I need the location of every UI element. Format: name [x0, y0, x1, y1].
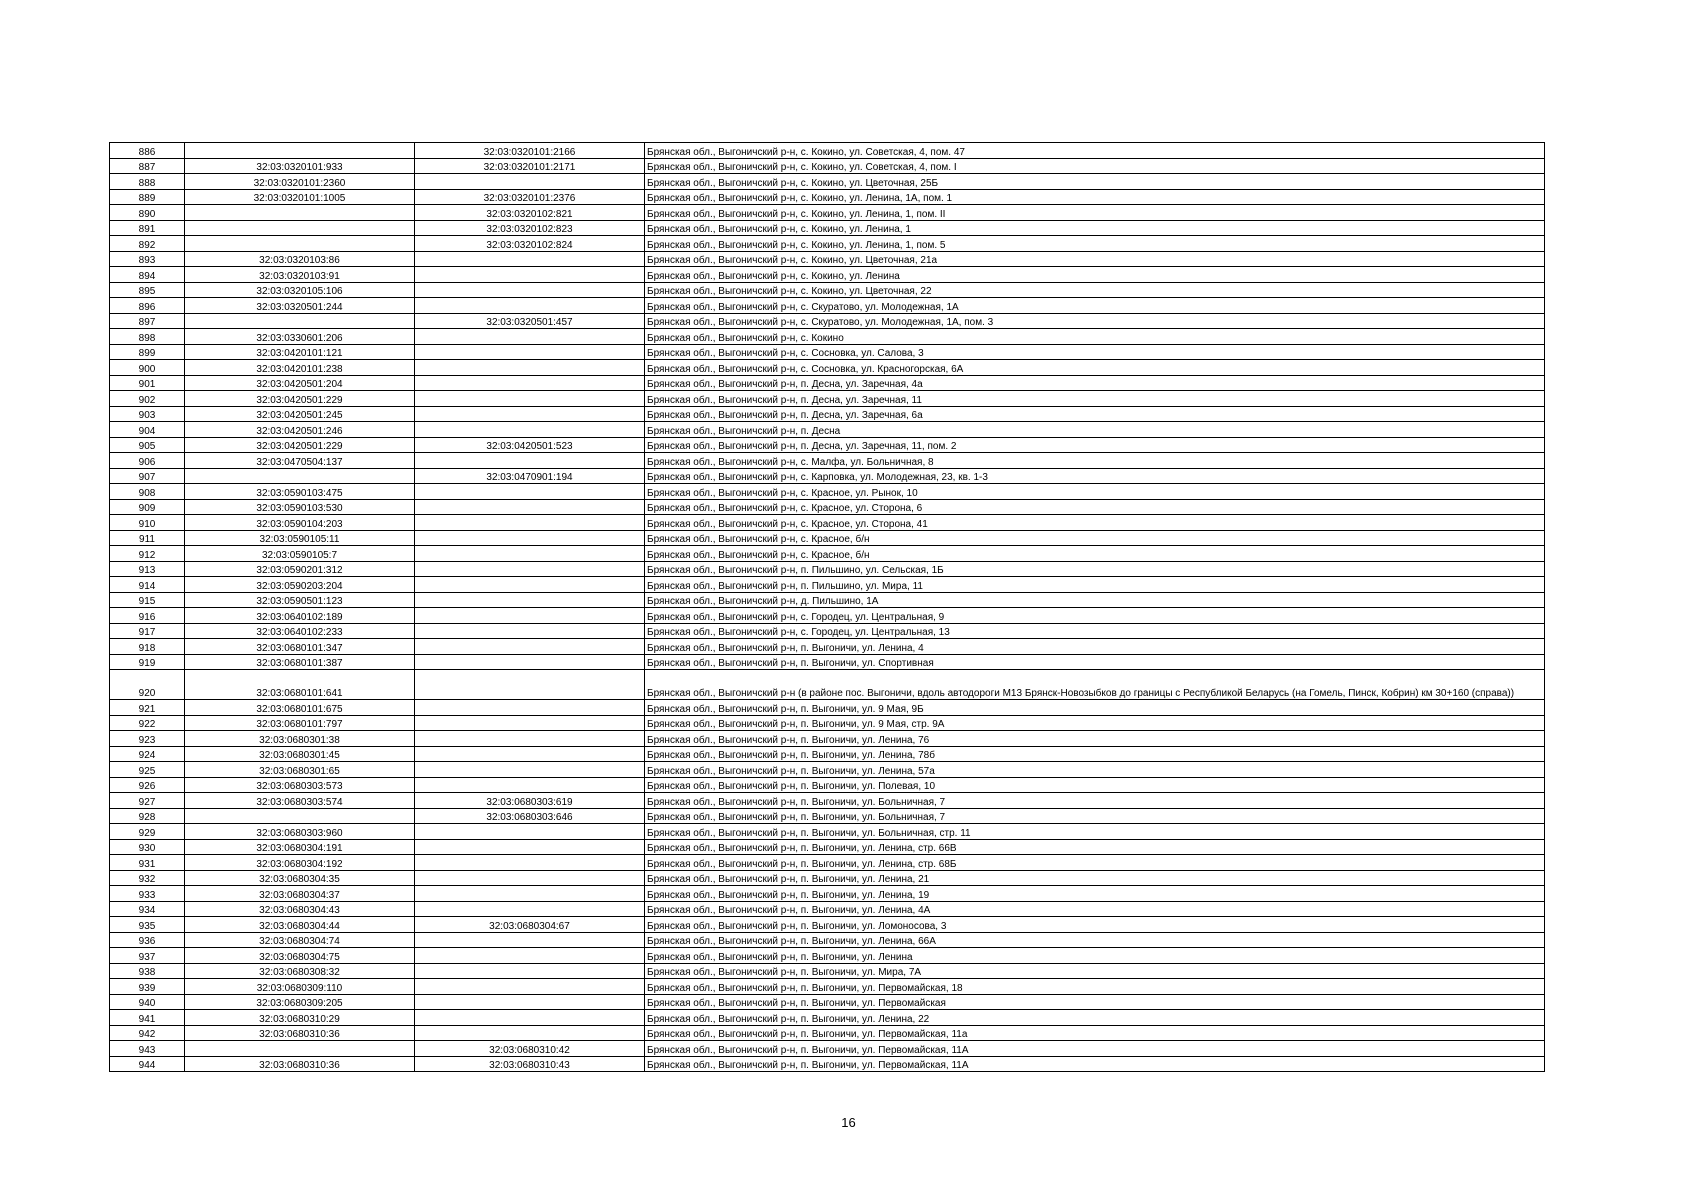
table-row [110, 174, 1545, 190]
address-cell: Брянская обл., Выгоничский р-н, п. Выгоничи, ул. Мира, 7А [645, 963, 1545, 979]
address-cell: Брянская обл., Выгоничский р-н, п. Выгоничи, ул. Ленина, 19 [645, 886, 1545, 902]
object-cadastral-number-cell [415, 979, 645, 995]
object-cadastral-number-cell [415, 777, 645, 793]
object-cadastral-number-cell [415, 715, 645, 731]
table-row [110, 608, 1545, 624]
address-cell: Брянская обл., Выгоничский р-н, п. Пильшино, ул. Сельская, 1Б [645, 561, 1545, 577]
object-cadastral-number-cell [415, 639, 645, 655]
land-cadastral-number-cell: 32:03:0590203:204 [185, 577, 415, 593]
land-cadastral-number-cell: 32:03:0320103:91 [185, 267, 415, 283]
table-row [110, 839, 1545, 855]
address-cell: Брянская обл., Выгоничский р-н, д. Пильшино, 1А [645, 592, 1545, 608]
object-cadastral-number-cell [415, 762, 645, 778]
row-number-cell: 897 [110, 313, 185, 329]
land-cadastral-number-cell: 32:03:0680309:205 [185, 994, 415, 1010]
address-cell: Брянская обл., Выгоничский р-н, с. Сосновка, ул. Красногорская, 6А [645, 360, 1545, 376]
land-cadastral-number-cell: 32:03:0680303:573 [185, 777, 415, 793]
row-number-cell: 905 [110, 437, 185, 453]
address-cell: Брянская обл., Выгоничский р-н, с. Кокино, ул. Ленина [645, 267, 1545, 283]
address-cell: Брянская обл., Выгоничский р-н, п. Выгоничи, ул. Ленина, 78б [645, 746, 1545, 762]
address-cell: Брянская обл., Выгоничский р-н, с. Кокино, ул. Ленина, 1, пом. 5 [645, 236, 1545, 252]
table-row [110, 762, 1545, 778]
object-cadastral-number-cell [415, 499, 645, 515]
object-cadastral-number-cell [415, 251, 645, 267]
row-number-cell: 899 [110, 344, 185, 360]
row-number-cell: 901 [110, 375, 185, 391]
table-row [110, 932, 1545, 948]
table-row [110, 592, 1545, 608]
object-cadastral-number-cell: 32:03:0320101:2171 [415, 158, 645, 174]
row-number-cell: 906 [110, 453, 185, 469]
table-row [110, 298, 1545, 314]
row-number-cell: 912 [110, 546, 185, 562]
row-number-cell: 926 [110, 777, 185, 793]
table-row [110, 220, 1545, 236]
address-cell: Брянская обл., Выгоничский р-н, п. Выгоничи, ул. Ломоносова, 3 [645, 917, 1545, 933]
object-cadastral-number-cell [415, 174, 645, 190]
table-row [110, 251, 1545, 267]
land-cadastral-number-cell: 32:03:0680310:36 [185, 1056, 415, 1072]
row-number-cell: 908 [110, 484, 185, 500]
object-cadastral-number-cell [415, 329, 645, 345]
object-cadastral-number-cell [415, 453, 645, 469]
address-cell: Брянская обл., Выгоничский р-н, с. Скуратово, ул. Молодежная, 1А [645, 298, 1545, 314]
address-cell: Брянская обл., Выгоничский р-н, п. Выгоничи, ул. Ленина, 21 [645, 870, 1545, 886]
address-cell: Брянская обл., Выгоничский р-н, п. Выгоничи, ул. Ленина, 22 [645, 1010, 1545, 1026]
row-number-cell: 896 [110, 298, 185, 314]
row-number-cell: 916 [110, 608, 185, 624]
address-cell: Брянская обл., Выгоничский р-н, п. Выгоничи, ул. Первомайская [645, 994, 1545, 1010]
object-cadastral-number-cell [415, 267, 645, 283]
row-number-cell: 900 [110, 360, 185, 376]
object-cadastral-number-cell [415, 963, 645, 979]
land-cadastral-number-cell: 32:03:0590105:7 [185, 546, 415, 562]
object-cadastral-number-cell: 32:03:0320101:2376 [415, 189, 645, 205]
row-number-cell: 895 [110, 282, 185, 298]
address-cell: Брянская обл., Выгоничский р-н, с. Сосновка, ул. Салова, 3 [645, 344, 1545, 360]
address-cell: Брянская обл., Выгоничский р-н, п. Выгоничи, ул. Ленина, 76 [645, 731, 1545, 747]
address-cell: Брянская обл., Выгоничский р-н, п. Выгоничи, ул. Полевая, 10 [645, 777, 1545, 793]
row-number-cell: 921 [110, 700, 185, 716]
row-number-cell: 932 [110, 870, 185, 886]
land-cadastral-number-cell: 32:03:0680301:65 [185, 762, 415, 778]
page-number: 16 [841, 1115, 856, 1130]
object-cadastral-number-cell [415, 839, 645, 855]
address-cell: Брянская обл., Выгоничский р-н, п. Выгоничи, ул. Ленина, стр. 66В [645, 839, 1545, 855]
table-row [110, 793, 1545, 809]
object-cadastral-number-cell [415, 608, 645, 624]
table-row [110, 901, 1545, 917]
land-cadastral-number-cell: 32:03:0420501:229 [185, 437, 415, 453]
row-number-cell: 933 [110, 886, 185, 902]
table-row [110, 654, 1545, 670]
object-cadastral-number-cell [415, 994, 645, 1010]
row-number-cell: 888 [110, 174, 185, 190]
address-cell: Брянская обл., Выгоничский р-н, с. Красное, б/н [645, 530, 1545, 546]
object-cadastral-number-cell [415, 546, 645, 562]
address-cell: Брянская обл., Выгоничский р-н, п. Выгоничи, ул. Больничная, 7 [645, 808, 1545, 824]
table-row [110, 329, 1545, 345]
address-cell: Брянская обл., Выгоничский р-н (в районе пос. Выгоничи, вдоль автодороги М13 Брянск-Новозыбков до границы с Республикой Беларусь (на Гомель, Пинск, Кобрин) км 30+160 (справа)) [645, 670, 1545, 700]
address-cell: Брянская обл., Выгоничский р-н, п. Выгоничи, ул. Больничная, стр. 11 [645, 824, 1545, 840]
property-table [109, 142, 1545, 1072]
object-cadastral-number-cell [415, 484, 645, 500]
table-row [110, 422, 1545, 438]
address-cell: Брянская обл., Выгоничский р-н, п. Выгоничи, ул. Больничная, 7 [645, 793, 1545, 809]
row-number-cell: 924 [110, 746, 185, 762]
address-cell: Брянская обл., Выгоничский р-н, п. Выгоничи, ул. Ленина, 4А [645, 901, 1545, 917]
address-cell: Брянская обл., Выгоничский р-н, с. Карповка, ул. Молодежная, 23, кв. 1-3 [645, 468, 1545, 484]
object-cadastral-number-cell [415, 282, 645, 298]
object-cadastral-number-cell [415, 886, 645, 902]
table-row [110, 1010, 1545, 1026]
land-cadastral-number-cell: 32:03:0420101:121 [185, 344, 415, 360]
row-number-cell: 922 [110, 715, 185, 731]
land-cadastral-number-cell: 32:03:0420501:246 [185, 422, 415, 438]
table-body [110, 143, 1545, 1072]
object-cadastral-number-cell [415, 375, 645, 391]
row-number-cell: 894 [110, 267, 185, 283]
land-cadastral-number-cell: 32:03:0590201:312 [185, 561, 415, 577]
land-cadastral-number-cell: 32:03:0320501:244 [185, 298, 415, 314]
land-cadastral-number-cell: 32:03:0680304:74 [185, 932, 415, 948]
table-row [110, 623, 1545, 639]
land-cadastral-number-cell: 32:03:0680304:191 [185, 839, 415, 855]
table-row [110, 886, 1545, 902]
address-cell: Брянская обл., Выгоничский р-н, п. Выгоничи, ул. 9 Мая, стр. 9А [645, 715, 1545, 731]
object-cadastral-number-cell: 32:03:0680310:43 [415, 1056, 645, 1072]
table-row [110, 546, 1545, 562]
table-row [110, 700, 1545, 716]
address-cell: Брянская обл., Выгоничский р-н, с. Кокино, ул. Ленина, 1 [645, 220, 1545, 236]
table-row [110, 979, 1545, 995]
land-cadastral-number-cell: 32:03:0680310:29 [185, 1010, 415, 1026]
object-cadastral-number-cell: 32:03:0680303:646 [415, 808, 645, 824]
land-cadastral-number-cell: 32:03:0590103:475 [185, 484, 415, 500]
table-row [110, 670, 1545, 700]
row-number-cell: 925 [110, 762, 185, 778]
land-cadastral-number-cell: 32:03:0320101:933 [185, 158, 415, 174]
land-cadastral-number-cell: 32:03:0680303:574 [185, 793, 415, 809]
address-cell: Брянская обл., Выгоничский р-н, с. Красное, ул. Сторона, 6 [645, 499, 1545, 515]
object-cadastral-number-cell [415, 391, 645, 407]
table-row [110, 453, 1545, 469]
table-row [110, 777, 1545, 793]
address-cell: Брянская обл., Выгоничский р-н, с. Кокино, ул. Ленина, 1А, пом. 1 [645, 189, 1545, 205]
table-row [110, 917, 1545, 933]
address-cell: Брянская обл., Выгоничский р-н, с. Городец, ул. Центральная, 9 [645, 608, 1545, 624]
land-cadastral-number-cell: 32:03:0680101:675 [185, 700, 415, 716]
row-number-cell: 920 [110, 670, 185, 700]
object-cadastral-number-cell: 32:03:0320102:821 [415, 205, 645, 221]
table-row [110, 437, 1545, 453]
row-number-cell: 887 [110, 158, 185, 174]
row-number-cell: 889 [110, 189, 185, 205]
table-row [110, 1041, 1545, 1057]
land-cadastral-number-cell: 32:03:0680304:75 [185, 948, 415, 964]
land-cadastral-number-cell: 32:03:0420501:204 [185, 375, 415, 391]
table-row [110, 375, 1545, 391]
land-cadastral-number-cell: 32:03:0680304:43 [185, 901, 415, 917]
row-number-cell: 892 [110, 236, 185, 252]
table-row [110, 313, 1545, 329]
object-cadastral-number-cell [415, 298, 645, 314]
table-row [110, 994, 1545, 1010]
row-number-cell: 893 [110, 251, 185, 267]
land-cadastral-number-cell: 32:03:0680101:641 [185, 670, 415, 700]
row-number-cell: 935 [110, 917, 185, 933]
object-cadastral-number-cell [415, 824, 645, 840]
land-cadastral-number-cell: 32:03:0320101:1005 [185, 189, 415, 205]
address-cell: Брянская обл., Выгоничский р-н, с. Городец, ул. Центральная, 13 [645, 623, 1545, 639]
object-cadastral-number-cell [415, 901, 645, 917]
object-cadastral-number-cell: 32:03:0680303:619 [415, 793, 645, 809]
object-cadastral-number-cell [415, 746, 645, 762]
object-cadastral-number-cell: 32:03:0470901:194 [415, 468, 645, 484]
table-row [110, 360, 1545, 376]
land-cadastral-number-cell: 32:03:0680101:347 [185, 639, 415, 655]
object-cadastral-number-cell [415, 360, 645, 376]
land-cadastral-number-cell: 32:03:0640102:189 [185, 608, 415, 624]
table-row [110, 406, 1545, 422]
row-number-cell: 934 [110, 901, 185, 917]
land-cadastral-number-cell [185, 468, 415, 484]
land-cadastral-number-cell [185, 1041, 415, 1057]
row-number-cell: 891 [110, 220, 185, 236]
address-cell: Брянская обл., Выгоничский р-н, с. Красное, ул. Сторона, 41 [645, 515, 1545, 531]
address-cell: Брянская обл., Выгоничский р-н, п. Десна, ул. Заречная, 11, пом. 2 [645, 437, 1545, 453]
land-cadastral-number-cell: 32:03:0680308:32 [185, 963, 415, 979]
land-cadastral-number-cell [185, 143, 415, 159]
row-number-cell: 929 [110, 824, 185, 840]
land-cadastral-number-cell [185, 313, 415, 329]
address-cell: Брянская обл., Выгоничский р-н, п. Выгоничи, ул. Спортивная [645, 654, 1545, 670]
land-cadastral-number-cell: 32:03:0680304:37 [185, 886, 415, 902]
row-number-cell: 898 [110, 329, 185, 345]
row-number-cell: 918 [110, 639, 185, 655]
table-row [110, 577, 1545, 593]
row-number-cell: 942 [110, 1025, 185, 1041]
address-cell: Брянская обл., Выгоничский р-н, п. Выгоничи, ул. Первомайская, 11А [645, 1056, 1545, 1072]
table-row [110, 515, 1545, 531]
land-cadastral-number-cell: 32:03:0680309:110 [185, 979, 415, 995]
land-cadastral-number-cell: 32:03:0590103:530 [185, 499, 415, 515]
table-row [110, 267, 1545, 283]
table-row [110, 808, 1545, 824]
table-row [110, 468, 1545, 484]
address-cell: Брянская обл., Выгоничский р-н, п. Пильшино, ул. Мира, 11 [645, 577, 1545, 593]
table-row [110, 963, 1545, 979]
row-number-cell: 907 [110, 468, 185, 484]
row-number-cell: 890 [110, 205, 185, 221]
row-number-cell: 940 [110, 994, 185, 1010]
object-cadastral-number-cell [415, 623, 645, 639]
row-number-cell: 928 [110, 808, 185, 824]
land-cadastral-number-cell [185, 808, 415, 824]
address-cell: Брянская обл., Выгоничский р-н, с. Малфа, ул. Больничная, 8 [645, 453, 1545, 469]
object-cadastral-number-cell [415, 731, 645, 747]
table-row [110, 1025, 1545, 1041]
land-cadastral-number-cell: 32:03:0420501:245 [185, 406, 415, 422]
land-cadastral-number-cell: 32:03:0680303:960 [185, 824, 415, 840]
row-number-cell: 910 [110, 515, 185, 531]
row-number-cell: 944 [110, 1056, 185, 1072]
table-row [110, 189, 1545, 205]
row-number-cell: 941 [110, 1010, 185, 1026]
object-cadastral-number-cell: 32:03:0680310:42 [415, 1041, 645, 1057]
table-row [110, 731, 1545, 747]
table-row [110, 948, 1545, 964]
land-cadastral-number-cell: 32:03:0680304:44 [185, 917, 415, 933]
row-number-cell: 939 [110, 979, 185, 995]
object-cadastral-number-cell: 32:03:0420501:523 [415, 437, 645, 453]
object-cadastral-number-cell [415, 561, 645, 577]
land-cadastral-number-cell [185, 220, 415, 236]
address-cell: Брянская обл., Выгоничский р-н, п. Десна [645, 422, 1545, 438]
land-cadastral-number-cell: 32:03:0320105:106 [185, 282, 415, 298]
table-row [110, 824, 1545, 840]
object-cadastral-number-cell [415, 592, 645, 608]
table-row [110, 530, 1545, 546]
table-row [110, 391, 1545, 407]
table-row [110, 746, 1545, 762]
object-cadastral-number-cell: 32:03:0320501:457 [415, 313, 645, 329]
object-cadastral-number-cell [415, 422, 645, 438]
land-cadastral-number-cell [185, 236, 415, 252]
row-number-cell: 936 [110, 932, 185, 948]
object-cadastral-number-cell [415, 932, 645, 948]
address-cell: Брянская обл., Выгоничский р-н, п. Выгоничи, ул. 9 Мая, 9Б [645, 700, 1545, 716]
object-cadastral-number-cell [415, 948, 645, 964]
address-cell: Брянская обл., Выгоничский р-н, п. Выгоничи, ул. Ленина, 66А [645, 932, 1545, 948]
land-cadastral-number-cell: 32:03:0470504:137 [185, 453, 415, 469]
table-row [110, 344, 1545, 360]
land-cadastral-number-cell: 32:03:0420101:238 [185, 360, 415, 376]
object-cadastral-number-cell: 32:03:0320102:824 [415, 236, 645, 252]
address-cell: Брянская обл., Выгоничский р-н, п. Выгоничи, ул. Ленина [645, 948, 1545, 964]
object-cadastral-number-cell: 32:03:0320102:823 [415, 220, 645, 236]
object-cadastral-number-cell: 32:03:0320101:2166 [415, 143, 645, 159]
land-cadastral-number-cell: 32:03:0680101:797 [185, 715, 415, 731]
object-cadastral-number-cell [415, 577, 645, 593]
table-row [110, 1056, 1545, 1072]
address-cell: Брянская обл., Выгоничский р-н, с. Кокино, ул. Цветочная, 25Б [645, 174, 1545, 190]
address-cell: Брянская обл., Выгоничский р-н, с. Красное, б/н [645, 546, 1545, 562]
address-cell: Брянская обл., Выгоничский р-н, с. Кокино, ул. Ленина, 1, пом. II [645, 205, 1545, 221]
table-row [110, 499, 1545, 515]
address-cell: Брянская обл., Выгоничский р-н, п. Выгоничи, ул. Ленина, 4 [645, 639, 1545, 655]
land-cadastral-number-cell: 32:03:0420501:229 [185, 391, 415, 407]
land-cadastral-number-cell: 32:03:0320101:2360 [185, 174, 415, 190]
object-cadastral-number-cell [415, 515, 645, 531]
object-cadastral-number-cell [415, 870, 645, 886]
land-cadastral-number-cell: 32:03:0680310:36 [185, 1025, 415, 1041]
row-number-cell: 943 [110, 1041, 185, 1057]
land-cadastral-number-cell: 32:03:0640102:233 [185, 623, 415, 639]
address-cell: Брянская обл., Выгоничский р-н, п. Выгоничи, ул. Первомайская, 11А [645, 1041, 1545, 1057]
table-row [110, 561, 1545, 577]
object-cadastral-number-cell [415, 1010, 645, 1026]
address-cell: Брянская обл., Выгоничский р-н, п. Выгоничи, ул. Ленина, 57а [645, 762, 1545, 778]
address-cell: Брянская обл., Выгоничский р-н, п. Выгоничи, ул. Первомайская, 18 [645, 979, 1545, 995]
table-row [110, 715, 1545, 731]
address-cell: Брянская обл., Выгоничский р-н, п. Десна, ул. Заречная, 11 [645, 391, 1545, 407]
address-cell: Брянская обл., Выгоничский р-н, с. Кокино, ул. Цветочная, 21а [645, 251, 1545, 267]
row-number-cell: 917 [110, 623, 185, 639]
land-cadastral-number-cell: 32:03:0590501:123 [185, 592, 415, 608]
table-row [110, 143, 1545, 159]
table-row [110, 282, 1545, 298]
land-cadastral-number-cell: 32:03:0680101:387 [185, 654, 415, 670]
address-cell: Брянская обл., Выгоничский р-н, с. Кокино, ул. Цветочная, 22 [645, 282, 1545, 298]
object-cadastral-number-cell [415, 406, 645, 422]
address-cell: Брянская обл., Выгоничский р-н, с. Скуратово, ул. Молодежная, 1А, пом. 3 [645, 313, 1545, 329]
row-number-cell: 903 [110, 406, 185, 422]
row-number-cell: 931 [110, 855, 185, 871]
row-number-cell: 919 [110, 654, 185, 670]
row-number-cell: 927 [110, 793, 185, 809]
address-cell: Брянская обл., Выгоничский р-н, с. Кокино [645, 329, 1545, 345]
table-row [110, 870, 1545, 886]
row-number-cell: 909 [110, 499, 185, 515]
row-number-cell: 930 [110, 839, 185, 855]
land-cadastral-number-cell: 32:03:0680301:38 [185, 731, 415, 747]
land-cadastral-number-cell: 32:03:0680304:35 [185, 870, 415, 886]
address-cell: Брянская обл., Выгоничский р-н, с. Кокино, ул. Советская, 4, пом. I [645, 158, 1545, 174]
table-row [110, 639, 1545, 655]
object-cadastral-number-cell [415, 1025, 645, 1041]
object-cadastral-number-cell: 32:03:0680304:67 [415, 917, 645, 933]
object-cadastral-number-cell [415, 700, 645, 716]
land-cadastral-number-cell: 32:03:0320103:86 [185, 251, 415, 267]
address-cell: Брянская обл., Выгоничский р-н, п. Выгоничи, ул. Первомайская, 11а [645, 1025, 1545, 1041]
table-row [110, 158, 1545, 174]
land-cadastral-number-cell: 32:03:0680304:192 [185, 855, 415, 871]
object-cadastral-number-cell [415, 670, 645, 700]
object-cadastral-number-cell [415, 344, 645, 360]
object-cadastral-number-cell [415, 855, 645, 871]
row-number-cell: 923 [110, 731, 185, 747]
row-number-cell: 937 [110, 948, 185, 964]
row-number-cell: 938 [110, 963, 185, 979]
table-row [110, 236, 1545, 252]
land-cadastral-number-cell: 32:03:0680301:45 [185, 746, 415, 762]
row-number-cell: 913 [110, 561, 185, 577]
object-cadastral-number-cell [415, 654, 645, 670]
object-cadastral-number-cell [415, 530, 645, 546]
land-cadastral-number-cell: 32:03:0590104:203 [185, 515, 415, 531]
row-number-cell: 914 [110, 577, 185, 593]
row-number-cell: 904 [110, 422, 185, 438]
row-number-cell: 911 [110, 530, 185, 546]
row-number-cell: 902 [110, 391, 185, 407]
table-row [110, 205, 1545, 221]
row-number-cell: 886 [110, 143, 185, 159]
address-cell: Брянская обл., Выгоничский р-н, п. Выгоничи, ул. Ленина, стр. 68Б [645, 855, 1545, 871]
address-cell: Брянская обл., Выгоничский р-н, п. Десна, ул. Заречная, 6а [645, 406, 1545, 422]
address-cell: Брянская обл., Выгоничский р-н, с. Красное, ул. Рынок, 10 [645, 484, 1545, 500]
table-row [110, 484, 1545, 500]
land-cadastral-number-cell [185, 205, 415, 221]
land-cadastral-number-cell: 32:03:0590105:11 [185, 530, 415, 546]
row-number-cell: 915 [110, 592, 185, 608]
land-cadastral-number-cell: 32:03:0330601:206 [185, 329, 415, 345]
table-row [110, 855, 1545, 871]
address-cell: Брянская обл., Выгоничский р-н, с. Кокино, ул. Советская, 4, пом. 47 [645, 143, 1545, 159]
address-cell: Брянская обл., Выгоничский р-н, п. Десна, ул. Заречная, 4а [645, 375, 1545, 391]
